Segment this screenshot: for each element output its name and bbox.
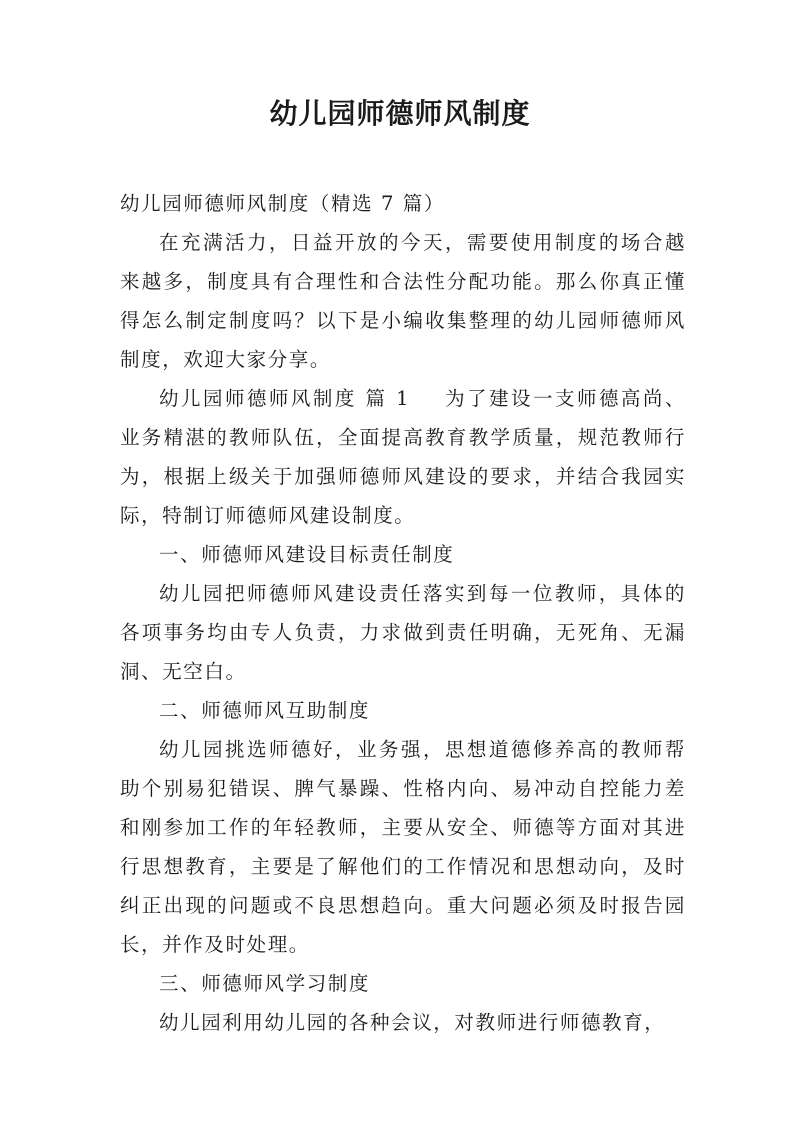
document-title: 幼儿园师德师风制度 [269, 97, 531, 130]
intro-paragraph: 在充满活力，日益开放的今天，需要使用制度的场合越来越多，制度具有合理性和合法性分配功能。那么你真正懂得怎么制定制度吗？以下是小编收集整理的幼儿园师德师风制度，欢迎大家分享。 [120, 231, 686, 371]
section-label: 幼儿园师德师风制度 篇 1 [159, 387, 411, 410]
heading-study: 三、师德师风学习制度 [159, 972, 371, 995]
document-body [120, 184, 686, 1042]
heading-target-responsibility: 一、师德师风建设目标责任制度 [159, 543, 455, 566]
section-paragraph [120, 379, 686, 535]
section-intro: 为了建设一支师德高尚、业务精湛的教师队伍，全面提高教育教学质量，规范教师行为，根据上级关于加强师德师风建设的要求，并结合我园实际，特制订师德师风建设制度。 [120, 387, 686, 527]
paragraph-target-responsibility: 幼儿园把师德师风建设责任落实到每一位教师，具体的各项事务均由专人负责，力求做到责任明确，无死角、无漏洞、无空白。 [120, 582, 686, 683]
paragraph-mutual-help: 幼儿园挑选师德好，业务强，思想道德修养高的教师帮助个别易犯错误、脾气暴躁、性格内向、易冲动自控能力差和刚参加工作的年轻教师，主要从安全、师德等方面对其进行思想教育，主要是了解他们的工作情况和思想动向，及时纠正出现的问题或不良思想趋向。重大问题必须及时报告园长，并作及时处理。 [120, 738, 686, 956]
heading-mutual-help: 二、师德师风互助制度 [159, 699, 371, 722]
document-subtitle: 幼儿园师德师风制度（精选 7 篇） [120, 192, 446, 215]
paragraph-study: 幼儿园利用幼儿园的各种会议，对教师进行师德教育， [159, 1011, 666, 1034]
